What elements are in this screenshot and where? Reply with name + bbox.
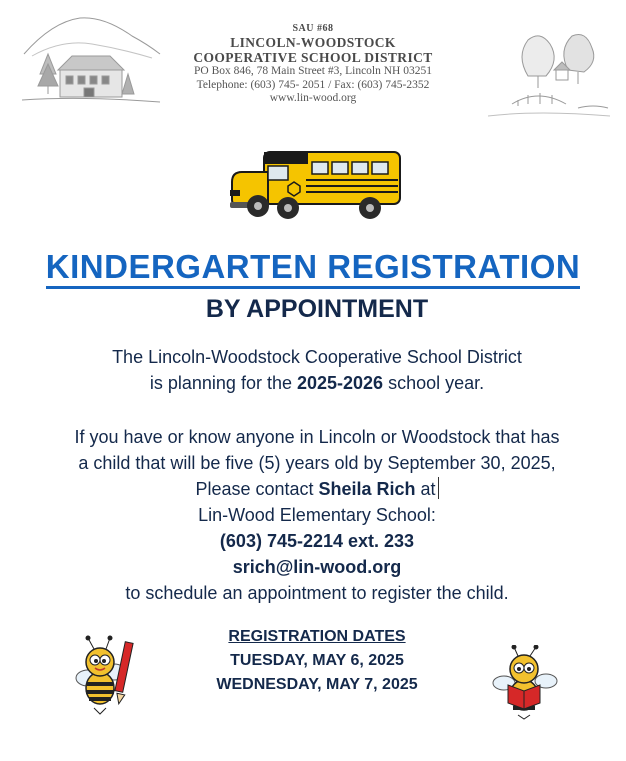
district-name-line2: COOPERATIVE SCHOOL DISTRICT bbox=[193, 50, 433, 65]
registration-date-2: WEDNESDAY, MAY 7, 2025 bbox=[216, 676, 418, 693]
district-website: www.lin-wood.org bbox=[269, 92, 357, 104]
contact-phone: (603) 745-2214 ext. 233 bbox=[219, 531, 415, 551]
district-name-line1: LINCOLN-WOODSTOCK bbox=[230, 35, 396, 50]
page-title bbox=[0, 248, 626, 286]
school-year: 2025-2026 bbox=[296, 373, 384, 393]
text-cursor bbox=[438, 477, 439, 499]
school-name: Lin-Wood Elementary School: bbox=[198, 505, 436, 525]
contact-line-3: Please contact Sheila Rich at bbox=[0, 476, 626, 502]
intro-line-1: The Lincoln-Woodstock Cooperative School District bbox=[112, 347, 522, 367]
page-title-text: KINDERGARTEN REGISTRATION bbox=[46, 248, 580, 289]
contact-line-1: If you have or know anyone in Lincoln or Woodstock that has bbox=[74, 427, 560, 447]
bee-book-illustration bbox=[490, 645, 560, 720]
contact-line-2: a child that will be five (5) years old by September 30, 2025, bbox=[78, 453, 556, 473]
district-phone-fax: Telephone: (603) 745- 2051 / Fax: (603) 745-2352 bbox=[196, 78, 430, 91]
page-subtitle: BY APPOINTMENT bbox=[205, 295, 429, 323]
registration-heading: REGISTRATION DATES bbox=[228, 628, 406, 645]
contact-name: Sheila Rich bbox=[318, 479, 416, 499]
contact-closing: to schedule an appointment to register the child. bbox=[125, 583, 509, 603]
district-address: PO Box 846, 78 Main Street #3, Lincoln NH 03251 bbox=[194, 65, 432, 77]
contact-email[interactable]: srich@lin-wood.org bbox=[232, 557, 402, 577]
school-bus-illustration bbox=[228, 146, 406, 222]
bee-pencil-illustration bbox=[70, 632, 140, 717]
registration-date-1: TUESDAY, MAY 6, 2025 bbox=[230, 652, 404, 669]
sau-label: SAU #68 bbox=[292, 23, 334, 34]
contact-paragraph bbox=[0, 424, 626, 606]
intro-paragraph bbox=[0, 344, 626, 396]
intro-line-2: is planning for the 2025-2026 school year. bbox=[149, 373, 485, 393]
district-header bbox=[0, 22, 626, 106]
